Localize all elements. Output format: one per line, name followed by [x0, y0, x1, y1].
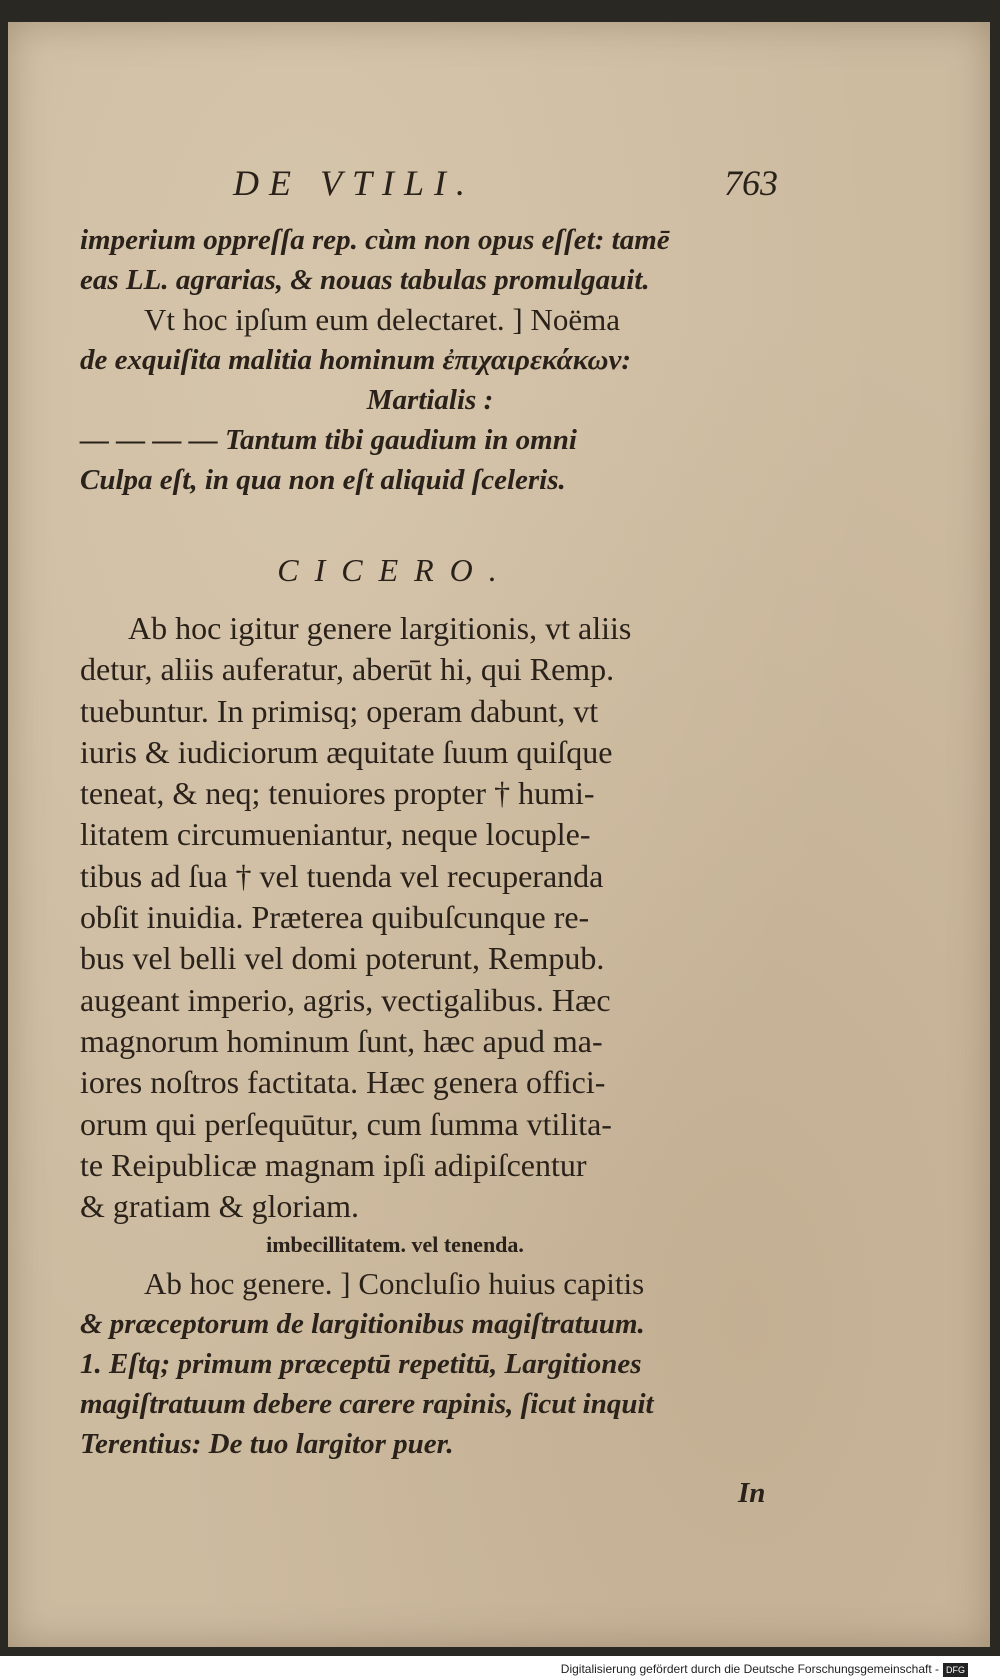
commentary-line: Martialis : — [366, 384, 494, 416]
cicero-line: obſit inuidia. Præterea quibuſcunque re- — [80, 899, 590, 936]
section-heading: CICERO. — [277, 552, 513, 588]
commentary-line: — — — — Tantum tibi gaudium in omni — [80, 424, 577, 456]
cicero-line: iuris & iudiciorum æquitate ſuum quiſque — [80, 733, 613, 770]
cicero-line: bus vel belli vel domi poterunt, Rempub. — [80, 940, 605, 977]
running-head — [118, 162, 778, 212]
commentary-line: & præceptorum de largitionibus magiſtratuum. — [80, 1308, 645, 1340]
marginal-variants: imbecillitatem. vel tenenda. — [266, 1232, 524, 1257]
cicero-line: & gratiam & gloriam. — [80, 1188, 360, 1225]
commentary-line: imperium oppreſſa rep. cùm non opus eſſet: tamē — [80, 224, 670, 256]
book-page — [8, 22, 990, 1647]
commentary-block-2 — [80, 1264, 780, 1464]
cicero-line: detur, aliis auferatur, aberūt hi, qui Remp. — [80, 651, 615, 688]
cicero-line: iores noſtros factitata. Hæc genera offici- — [80, 1064, 606, 1101]
digitization-credit — [561, 1662, 968, 1677]
cicero-line: tuebuntur. In primisq; operam dabunt, vt — [80, 692, 599, 729]
commentary-line: de exquiſita malitia hominum ἐπιχαιρεκάκων: — [80, 344, 632, 376]
commentary-line: Vt hoc ipſum eum delectaret. ] Noëma — [144, 302, 621, 337]
cicero-line: augeant imperio, agris, vectigalibus. Hæc — [80, 981, 611, 1018]
page-number: 763 — [724, 163, 778, 203]
commentary-line: Culpa eſt, in qua non eſt aliquid ſceleris. — [80, 464, 566, 496]
cicero-line: litatem circumueniantur, neque locuple- — [80, 816, 591, 853]
running-title: DE VTILI. — [233, 163, 475, 203]
commentary-line: eas LL. agrarias, & nouas tabulas promulgauit. — [80, 264, 650, 296]
commentary-block-1 — [80, 220, 780, 500]
cicero-line: orum qui perſequūtur, cum ſumma vtilita- — [80, 1105, 612, 1142]
catchword: In — [738, 1477, 766, 1509]
cicero-line: magnorum hominum ſunt, hæc apud ma- — [80, 1022, 603, 1059]
dfg-logo: DFG — [943, 1663, 968, 1677]
commentary-line: Ab hoc genere. ] Concluſio huius capitis — [144, 1266, 645, 1301]
cicero-text — [80, 608, 780, 1227]
credit-text: Digitalisierung gefördert durch die Deutsche Forschungsgemeinschaft - — [560, 1662, 939, 1676]
cicero-line: teneat, & neq; tenuiores propter † humi- — [80, 775, 595, 812]
commentary-line: Terentius: De tuo largitor puer. — [80, 1428, 454, 1460]
commentary-line: magiſtratuum debere carere rapinis, ſicut inquit — [80, 1388, 654, 1420]
cicero-line: Ab hoc igitur genere largitionis, vt aliis — [128, 610, 632, 646]
cicero-line: te Reipublicæ magnam ipſi adipiſcentur — [80, 1146, 587, 1183]
cicero-line: tibus ad ſua † vel tuenda vel recuperanda — [80, 857, 604, 894]
commentary-line: 1. Eſtq; primum præceptū repetitū, Largitiones — [80, 1348, 642, 1380]
